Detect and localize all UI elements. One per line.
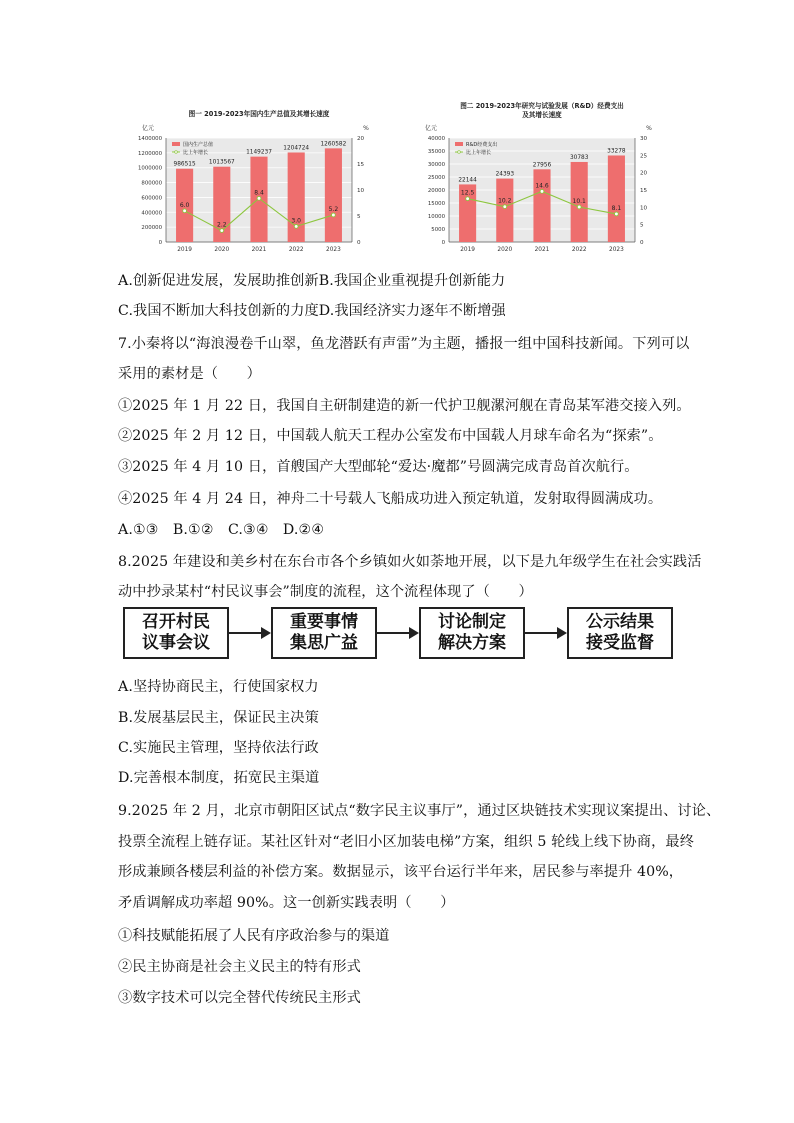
q6-options-ab: A.创新促进发展，发展助推创新B.我国企业重视提升创新能力	[118, 273, 506, 289]
rd-growth-label-2021: 14.6	[535, 182, 549, 190]
gdp-right-tick-label: 5	[357, 214, 361, 220]
gdp-bar-label-2019: 986515	[173, 161, 196, 168]
gdp-x-tick-2020: 2020	[214, 247, 230, 253]
rd-right-tick-label: 0	[640, 240, 644, 246]
rd-left-tick-label: 15000	[427, 201, 445, 207]
rd-growth-label-2020: 10.2	[498, 197, 512, 205]
q9-item-3: ③数字技术可以完全替代传统民主形式	[118, 990, 361, 1006]
rd-legend-bar-label: R&D经费支出	[466, 142, 498, 148]
q7-item-3: ③2025 年 4 月 10 日，首艘国产大型邮轮“爱达·魔都”号圆满完成青岛首次航行。	[118, 459, 639, 475]
gdp-left-unit: 亿元	[141, 125, 155, 132]
flow-step-3	[419, 607, 525, 659]
gdp-bar-label-2021: 1149237	[246, 149, 272, 156]
gdp-x-tick-2019: 2019	[177, 247, 192, 253]
flow-arrow-1	[229, 632, 269, 634]
q9-item-1: ①科技赋能拓展了人民有序政治参与的渠道	[118, 928, 390, 944]
rd-bar-label-2019: 22144	[458, 177, 477, 184]
q8-stem-line2: 动中抄录某村“村民议事会”制度的流程，这个流程体现了（ ）	[118, 584, 533, 600]
rd-growth-point-2022	[577, 205, 581, 209]
rd-chart-title: 图二 2019-2023年研究与试验发展（R&D）经费支出	[460, 102, 624, 110]
q7-item-1: ①2025 年 1 月 22 日，我国自主研制建造的新一代护卫舰漯河舰在青岛某军港交接入列。	[118, 398, 691, 414]
gdp-growth-point-2021	[257, 196, 261, 200]
gdp-growth-label-2022: 3.0	[291, 217, 301, 225]
gdp-x-tick-2022: 2022	[288, 247, 304, 253]
flow-arrow-2	[377, 632, 417, 634]
rd-left-tick-label: 40000	[427, 136, 445, 142]
rd-growth-point-2019	[466, 197, 470, 201]
gdp-bar-label-2020: 1013567	[208, 159, 235, 166]
rd-legend-line-label: 比上年增长	[466, 150, 492, 156]
rd-right-unit: %	[646, 125, 652, 132]
rd-left-tick-label: 5000	[431, 227, 445, 233]
gdp-left-tick-label: 1400000	[137, 136, 162, 142]
gdp-legend-line-label: 比上年增长	[183, 150, 209, 156]
rd-x-tick-2022: 2022	[571, 247, 587, 253]
rd-right-tick-label: 25	[640, 153, 648, 160]
flow-step-2-line2: 集思广益	[290, 633, 358, 653]
rd-chart-title-2: 及其增长速度	[522, 111, 562, 119]
flow-step-4	[567, 607, 673, 659]
rd-bar-2021	[533, 169, 550, 242]
q8-option-b: B.发展基层民主，保证民主决策	[118, 710, 319, 726]
q8-option-a: A.坚持协商民主，行使国家权力	[118, 679, 319, 695]
gdp-right-tick-label: 20	[357, 136, 365, 142]
rd-bar-label-2022: 30783	[569, 154, 589, 161]
rd-left-tick-label: 20000	[427, 188, 445, 194]
gdp-right-tick-label: 0	[357, 240, 361, 246]
gdp-x-tick-2021: 2021	[251, 247, 267, 253]
village-council-flowchart	[118, 605, 678, 663]
rd-chart	[403, 100, 683, 264]
q6-options-cd: C.我国不断加大科技创新的力度D.我国经济实力逐年不断增强	[118, 303, 506, 319]
gdp-bar-label-2022: 1204724	[283, 145, 310, 152]
q8-stem-line1: 8.2025 年建设和美乡村在东台市各个乡镇如火如荼地开展，以下是九年级学生在社会实践活	[118, 554, 702, 570]
q9-item-2: ②民主协商是社会主义民主的特有形式	[118, 959, 361, 975]
rd-growth-label-2019: 12.5	[460, 189, 475, 197]
rd-chart-svg	[403, 100, 683, 260]
rd-right-tick-label: 5	[640, 222, 644, 229]
flow-step-4-line2: 接受监督	[586, 633, 654, 653]
q7-stem-line2: 采用的素材是（ ）	[118, 366, 261, 382]
q7-options: A.①③ B.①② C.③④ D.②④	[118, 522, 325, 538]
gdp-left-tick-label: 0	[158, 240, 162, 246]
rd-bar-2020	[496, 179, 513, 242]
rd-x-tick-2020: 2020	[497, 247, 513, 253]
rd-bar-label-2021: 27956	[532, 162, 552, 169]
q7-item-4: ④2025 年 4 月 24 日，神舟二十号载人飞船成功进入预定轨道，发射取得圆满成功。	[118, 491, 663, 507]
gdp-growth-point-2023	[332, 213, 336, 217]
rd-x-tick-2021: 2021	[534, 247, 550, 253]
q8-option-c: C.实施民主管理，坚持依法行政	[118, 740, 319, 756]
gdp-bar-2023	[325, 148, 342, 242]
rd-left-tick-label: 30000	[427, 162, 445, 168]
gdp-left-tick-label: 400000	[141, 210, 162, 217]
gdp-left-tick-label: 800000	[141, 180, 162, 187]
rd-left-tick-label: 0	[441, 240, 445, 246]
q9-stem-line3: 形成兼顾各楼层利益的补偿方案。数据显示，该平台运行半年来，居民参与率提升 40%，	[118, 864, 684, 880]
gdp-growth-point-2020	[220, 229, 224, 233]
gdp-growth-point-2019	[183, 209, 187, 213]
flow-step-4-line1: 公示结果	[586, 612, 654, 632]
gdp-chart-title: 图一 2019-2023年国内生产总值及其增长速度	[188, 110, 330, 118]
rd-bar-label-2020: 24393	[495, 171, 515, 178]
gdp-growth-point-2022	[294, 225, 298, 229]
gdp-growth-label-2020: 2.2	[217, 221, 227, 229]
gdp-x-tick-2023: 2023	[326, 247, 341, 253]
rd-growth-label-2023: 8.1	[611, 204, 622, 212]
rd-left-tick-label: 10000	[427, 214, 445, 220]
q8-option-d: D.完善根本制度，拓宽民主渠道	[118, 770, 320, 786]
gdp-right-unit: %	[363, 125, 369, 132]
flow-step-3-line1: 讨论制定	[438, 612, 506, 632]
rd-growth-point-2020	[503, 205, 507, 209]
flow-step-1-line1: 召开村民	[142, 612, 210, 632]
gdp-legend-line-marker	[175, 151, 178, 154]
flow-step-1	[123, 607, 229, 659]
charts-area	[120, 100, 680, 260]
q9-stem-line4: 矛盾调解成功率超 90%。这一创新实践表明（ ）	[118, 895, 455, 911]
rd-left-unit: 亿元	[424, 125, 438, 132]
q7-stem-line1: 7.小秦将以“海浪漫卷千山翠，鱼龙潜跃有声雷”为主题，播报一组中国科技新闻。下列可以	[118, 336, 690, 352]
q9-stem-line2: 投票全流程上链存证。某社区针对“老旧小区加装电梯”方案，组织 5 轮线上线下协商，最终	[118, 834, 694, 850]
q7-item-2: ②2025 年 2 月 12 日，中国载人航天工程办公室发布中国载人月球车命名为“探索”。	[118, 428, 663, 444]
gdp-left-tick-label: 600000	[141, 195, 162, 202]
q9-stem-line1: 9.2025 年 2 月，北京市朝阳区试点“数字民主议事厅”，通过区块链技术实现议案提出、讨论、	[118, 803, 721, 819]
flow-arrow-3	[525, 632, 565, 634]
rd-right-tick-label: 30	[640, 136, 648, 142]
rd-x-tick-2019: 2019	[460, 247, 475, 253]
gdp-left-tick-label: 1000000	[137, 165, 162, 172]
gdp-growth-label-2023: 5.2	[328, 205, 339, 213]
rd-left-tick-label: 25000	[427, 175, 445, 181]
rd-legend-line-marker	[458, 151, 461, 154]
rd-legend-bar-swatch	[455, 142, 463, 146]
gdp-left-tick-label: 200000	[141, 225, 162, 232]
gdp-growth-label-2021: 8.4	[254, 189, 264, 197]
gdp-bar-label-2023: 1260582	[320, 141, 347, 148]
flow-step-2	[271, 607, 377, 659]
rd-bar-label-2023: 33278	[607, 148, 626, 155]
gdp-growth-label-2019: 6.0	[179, 201, 190, 209]
rd-growth-label-2022: 10.1	[572, 197, 586, 205]
gdp-legend-bar-swatch	[172, 142, 180, 146]
rd-bar-2023	[608, 155, 625, 242]
gdp-chart	[120, 100, 400, 264]
gdp-chart-svg	[120, 100, 400, 260]
rd-growth-point-2023	[615, 212, 619, 216]
rd-growth-point-2021	[540, 189, 544, 193]
rd-right-tick-label: 20	[640, 170, 648, 177]
rd-left-tick-label: 35000	[427, 149, 445, 155]
rd-right-tick-label: 15	[640, 188, 648, 194]
gdp-right-tick-label: 10	[357, 188, 365, 194]
flow-step-2-line1: 重要事情	[290, 612, 358, 632]
rd-right-tick-label: 10	[640, 205, 648, 212]
flow-step-1-line2: 议事会议	[142, 633, 210, 653]
gdp-right-tick-label: 15	[357, 162, 365, 168]
flow-step-3-line2: 解决方案	[438, 633, 506, 653]
gdp-legend-bar-label: 国内生产总值	[183, 142, 214, 148]
rd-x-tick-2023: 2023	[609, 247, 624, 253]
gdp-left-tick-label: 1200000	[137, 150, 162, 157]
